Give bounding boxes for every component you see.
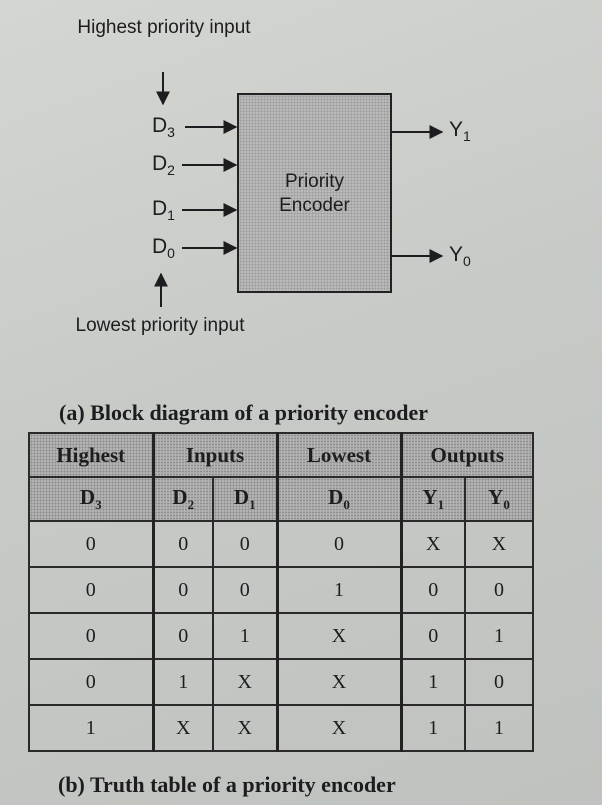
encoder-label [237,170,392,218]
col-d0: $D_0$ [277,477,401,521]
col-d1: $D_1$ [213,477,277,521]
header-outputs: Outputs [401,433,533,477]
col-d3: $D_3$ [29,477,153,521]
header-highest: Highest [29,433,153,477]
truth-table [28,432,534,752]
cell-d3: 0 [29,659,153,705]
cell-y1: 1 [401,705,465,751]
cell-d1: X [213,659,277,705]
cell-d2: 0 [153,567,213,613]
input-d3-label: $D_3$ [152,114,175,141]
table-row [29,613,533,659]
truth-table-caption: (b) Truth table of a priority encoder [58,772,396,797]
cell-d0: X [277,659,401,705]
cell-y0: 1 [465,613,533,659]
cell-d1: 1 [213,613,277,659]
input-d2-label: $D_2$ [152,152,175,179]
output-y0-label: $Y_0$ [449,243,471,270]
cell-d3: 0 [29,567,153,613]
cell-d0: X [277,613,401,659]
table-row [29,659,533,705]
cell-d1: 0 [213,567,277,613]
cell-y1: 0 [401,613,465,659]
cell-d2: 0 [153,613,213,659]
table-row [29,705,533,751]
cell-d1: X [213,705,277,751]
input-d1-label: $D_1$ [152,197,175,224]
table-row [29,567,533,613]
cell-d0: X [277,705,401,751]
cell-d0: 0 [277,521,401,567]
cell-d3: 0 [29,521,153,567]
cell-y1: 0 [401,567,465,613]
encoder-label-line2: Encoder [279,195,350,216]
cell-y1: 1 [401,659,465,705]
header-lowest: Lowest [277,433,401,477]
cell-y1: X [401,521,465,567]
cell-d2: X [153,705,213,751]
cell-y0: 0 [465,659,533,705]
col-y1: $Y_1$ [401,477,465,521]
cell-y0: X [465,521,533,567]
table-column-header-row [29,477,533,521]
highest-priority-label: Highest priority input [77,17,251,38]
encoder-label-line1: Priority [284,171,345,192]
table-group-header-row [29,433,533,477]
cell-d2: 1 [153,659,213,705]
cell-y0: 1 [465,705,533,751]
col-d2: $D_2$ [153,477,213,521]
cell-d3: 0 [29,613,153,659]
cell-d1: 0 [213,521,277,567]
table-row [29,521,533,567]
block-diagram-caption: (a) Block diagram of a priority encoder [59,400,429,425]
cell-y0: 0 [465,567,533,613]
cell-d0: 1 [277,567,401,613]
cell-d2: 0 [153,521,213,567]
col-y0: $Y_0$ [465,477,533,521]
input-d0-label: $D_0$ [152,235,175,262]
lowest-priority-label: Lowest priority input [75,315,245,336]
cell-d3: 1 [29,705,153,751]
header-inputs: Inputs [153,433,277,477]
output-y1-label: $Y_1$ [449,118,471,145]
